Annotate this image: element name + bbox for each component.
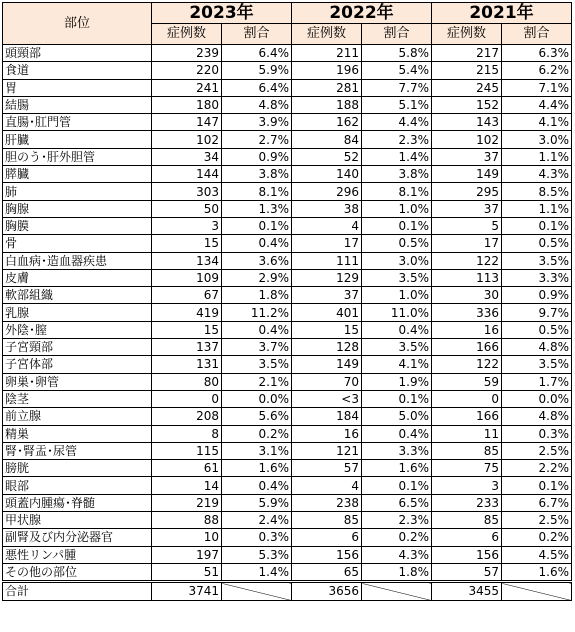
cases-2023: 3 — [152, 217, 222, 234]
ratio-2021: 0.5% — [502, 321, 572, 338]
cases-2021: 166 — [432, 339, 502, 356]
ratio-header-2021: 割合 — [502, 24, 572, 45]
cases-2023: 10 — [152, 529, 222, 546]
ratio-2022: 4.3% — [362, 546, 432, 563]
ratio-2023: 6.4% — [222, 79, 292, 96]
ratio-2023: 0.0% — [222, 390, 292, 407]
table-row — [3, 200, 572, 217]
ratio-2021: 2.5% — [502, 512, 572, 529]
cases-2021: 57 — [432, 563, 502, 581]
site-name: 悪性リンパ腫 — [3, 546, 152, 563]
ratio-2023: 3.8% — [222, 166, 292, 183]
ratio-2022: 0.4% — [362, 321, 432, 338]
ratio-2023: 3.5% — [222, 356, 292, 373]
table-row — [3, 460, 572, 477]
ratio-2021: 4.5% — [502, 546, 572, 563]
total-row — [3, 582, 572, 600]
cases-2023: 144 — [152, 166, 222, 183]
cases-2022: 52 — [292, 148, 362, 165]
ratio-2021: 6.3% — [502, 45, 572, 62]
cases-2022: 140 — [292, 166, 362, 183]
site-name: 結腸 — [3, 96, 152, 113]
ratio-2022: 1.6% — [362, 460, 432, 477]
table-row — [3, 408, 572, 425]
cases-2021: 152 — [432, 96, 502, 113]
ratio-2023: 1.4% — [222, 563, 292, 581]
ratio-2021: 0.9% — [502, 287, 572, 304]
cases-2021: 245 — [432, 79, 502, 96]
ratio-2022: 5.1% — [362, 96, 432, 113]
total-ratio-2022-empty — [362, 582, 432, 600]
ratio-2022: 3.8% — [362, 166, 432, 183]
cases-2022: 238 — [292, 494, 362, 511]
cases-2023: 15 — [152, 321, 222, 338]
cases-2022: <3 — [292, 390, 362, 407]
cases-2021: 11 — [432, 425, 502, 442]
site-name: 膀胱 — [3, 460, 152, 477]
site-name: 外陰･膣 — [3, 321, 152, 338]
ratio-2021: 1.7% — [502, 373, 572, 390]
ratio-2021: 3.5% — [502, 252, 572, 269]
table-row — [3, 304, 572, 321]
table-row — [3, 148, 572, 165]
cases-2021: 295 — [432, 183, 502, 200]
site-name: 子宮体部 — [3, 356, 152, 373]
cases-2023: 131 — [152, 356, 222, 373]
year-header-2021: 2021年 — [432, 3, 572, 24]
cases-2021: 37 — [432, 148, 502, 165]
site-name: 胸膜 — [3, 217, 152, 234]
ratio-2022: 2.3% — [362, 512, 432, 529]
table-row — [3, 477, 572, 494]
ratio-2023: 5.3% — [222, 546, 292, 563]
cases-2023: 241 — [152, 79, 222, 96]
table-row — [3, 339, 572, 356]
ratio-2021: 0.0% — [502, 390, 572, 407]
site-name: 陰茎 — [3, 390, 152, 407]
cases-header-2022: 症例数 — [292, 24, 362, 45]
cases-2022: 70 — [292, 373, 362, 390]
cases-2021: 156 — [432, 546, 502, 563]
ratio-2023: 3.1% — [222, 442, 292, 459]
total-ratio-2021-empty — [502, 582, 572, 600]
ratio-2023: 0.9% — [222, 148, 292, 165]
cases-2022: 16 — [292, 425, 362, 442]
cases-2022: 188 — [292, 96, 362, 113]
ratio-2022: 3.5% — [362, 269, 432, 286]
site-name: 胸腺 — [3, 200, 152, 217]
ratio-2022: 1.0% — [362, 287, 432, 304]
cases-2021: 215 — [432, 62, 502, 79]
ratio-2022: 4.1% — [362, 356, 432, 373]
cases-2022: 196 — [292, 62, 362, 79]
ratio-2022: 0.2% — [362, 529, 432, 546]
cases-2021: 149 — [432, 166, 502, 183]
table-row — [3, 321, 572, 338]
ratio-2022: 7.7% — [362, 79, 432, 96]
site-name: 皮膚 — [3, 269, 152, 286]
ratio-2023: 0.4% — [222, 321, 292, 338]
cases-2022: 4 — [292, 477, 362, 494]
cases-2023: 147 — [152, 114, 222, 131]
ratio-2023: 0.4% — [222, 235, 292, 252]
cases-2021: 5 — [432, 217, 502, 234]
ratio-2021: 1.1% — [502, 148, 572, 165]
cases-2023: 219 — [152, 494, 222, 511]
cases-2021: 0 — [432, 390, 502, 407]
site-name: 骨 — [3, 235, 152, 252]
ratio-2022: 3.0% — [362, 252, 432, 269]
table-row — [3, 512, 572, 529]
cases-2023: 14 — [152, 477, 222, 494]
table-row — [3, 114, 572, 131]
ratio-2023: 11.2% — [222, 304, 292, 321]
ratio-2023: 2.7% — [222, 131, 292, 148]
table-row — [3, 287, 572, 304]
cases-2021: 85 — [432, 442, 502, 459]
cases-2022: 401 — [292, 304, 362, 321]
ratio-2021: 1.6% — [502, 563, 572, 581]
cases-2023: 67 — [152, 287, 222, 304]
cases-header-2021: 症例数 — [432, 24, 502, 45]
ratio-2023: 8.1% — [222, 183, 292, 200]
table-row — [3, 373, 572, 390]
ratio-2023: 3.9% — [222, 114, 292, 131]
site-name: 子宮頸部 — [3, 339, 152, 356]
ratio-2021: 4.8% — [502, 408, 572, 425]
ratio-2023: 0.4% — [222, 477, 292, 494]
cases-2021: 16 — [432, 321, 502, 338]
site-name: 胃 — [3, 79, 152, 96]
table-row — [3, 494, 572, 511]
cases-2023: 8 — [152, 425, 222, 442]
cases-2021: 3 — [432, 477, 502, 494]
ratio-2022: 11.0% — [362, 304, 432, 321]
cases-2022: 6 — [292, 529, 362, 546]
ratio-2021: 7.1% — [502, 79, 572, 96]
cases-2021: 75 — [432, 460, 502, 477]
ratio-2022: 4.4% — [362, 114, 432, 131]
ratio-2021: 0.5% — [502, 235, 572, 252]
cases-2023: 50 — [152, 200, 222, 217]
year-header-2023: 2023年 — [152, 3, 292, 24]
ratio-2022: 1.4% — [362, 148, 432, 165]
ratio-2021: 0.2% — [502, 529, 572, 546]
site-name: 頭頸部 — [3, 45, 152, 62]
ratio-2021: 3.3% — [502, 269, 572, 286]
cases-2023: 419 — [152, 304, 222, 321]
cases-2021: 30 — [432, 287, 502, 304]
ratio-2023: 5.6% — [222, 408, 292, 425]
cases-header-2023: 症例数 — [152, 24, 222, 45]
cases-2023: 51 — [152, 563, 222, 581]
cases-2022: 211 — [292, 45, 362, 62]
ratio-2023: 2.1% — [222, 373, 292, 390]
total-label: 合計 — [3, 582, 152, 600]
total-ratio-2023-empty — [222, 582, 292, 600]
ratio-2022: 1.0% — [362, 200, 432, 217]
cases-2021: 166 — [432, 408, 502, 425]
ratio-2023: 3.6% — [222, 252, 292, 269]
cases-2022: 281 — [292, 79, 362, 96]
site-name: 胆のう･肝外胆管 — [3, 148, 152, 165]
ratio-2022: 1.8% — [362, 563, 432, 581]
site-name: 膵臓 — [3, 166, 152, 183]
table-row — [3, 563, 572, 581]
cases-2023: 239 — [152, 45, 222, 62]
cases-2023: 61 — [152, 460, 222, 477]
cases-2021: 113 — [432, 269, 502, 286]
cases-2023: 220 — [152, 62, 222, 79]
cases-2022: 296 — [292, 183, 362, 200]
table-row — [3, 45, 572, 62]
cases-2022: 57 — [292, 460, 362, 477]
table-row — [3, 356, 572, 373]
cases-2021: 122 — [432, 252, 502, 269]
ratio-2021: 9.7% — [502, 304, 572, 321]
year-header-2022: 2022年 — [292, 3, 432, 24]
table-row — [3, 183, 572, 200]
cases-2021: 336 — [432, 304, 502, 321]
site-name: 甲状腺 — [3, 512, 152, 529]
cases-2022: 85 — [292, 512, 362, 529]
cases-2021: 37 — [432, 200, 502, 217]
ratio-2023: 6.4% — [222, 45, 292, 62]
site-name: 腎･腎盂･尿管 — [3, 442, 152, 459]
ratio-2021: 2.2% — [502, 460, 572, 477]
ratio-2022: 0.5% — [362, 235, 432, 252]
ratio-2021: 3.0% — [502, 131, 572, 148]
cases-2022: 65 — [292, 563, 362, 581]
cases-2023: 134 — [152, 252, 222, 269]
site-name: 白血病･造血器疾患 — [3, 252, 152, 269]
cases-2022: 111 — [292, 252, 362, 269]
ratio-2023: 5.9% — [222, 62, 292, 79]
ratio-2021: 1.1% — [502, 200, 572, 217]
cases-2023: 0 — [152, 390, 222, 407]
ratio-2021: 4.4% — [502, 96, 572, 113]
cases-2023: 109 — [152, 269, 222, 286]
ratio-2023: 0.3% — [222, 529, 292, 546]
site-name: 乳腺 — [3, 304, 152, 321]
table-row — [3, 96, 572, 113]
cases-2022: 128 — [292, 339, 362, 356]
site-name: 肺 — [3, 183, 152, 200]
ratio-2021: 6.2% — [502, 62, 572, 79]
ratio-header-2022: 割合 — [362, 24, 432, 45]
table-row — [3, 79, 572, 96]
cases-2023: 88 — [152, 512, 222, 529]
site-name: 精巣 — [3, 425, 152, 442]
ratio-2021: 4.1% — [502, 114, 572, 131]
ratio-2021: 4.3% — [502, 166, 572, 183]
cases-2022: 156 — [292, 546, 362, 563]
site-column-header: 部位 — [3, 3, 152, 45]
cases-2021: 85 — [432, 512, 502, 529]
cases-2022: 162 — [292, 114, 362, 131]
cases-2022: 149 — [292, 356, 362, 373]
ratio-2022: 2.3% — [362, 131, 432, 148]
table-row — [3, 166, 572, 183]
cases-2023: 197 — [152, 546, 222, 563]
ratio-2023: 2.4% — [222, 512, 292, 529]
cases-2022: 121 — [292, 442, 362, 459]
ratio-2022: 6.5% — [362, 494, 432, 511]
ratio-2022: 1.9% — [362, 373, 432, 390]
site-name: 食道 — [3, 62, 152, 79]
cases-2021: 217 — [432, 45, 502, 62]
site-name: 直腸･肛門管 — [3, 114, 152, 131]
ratio-2021: 0.1% — [502, 477, 572, 494]
table-row — [3, 269, 572, 286]
ratio-2022: 5.8% — [362, 45, 432, 62]
ratio-2021: 8.5% — [502, 183, 572, 200]
ratio-2023: 1.3% — [222, 200, 292, 217]
table-row — [3, 390, 572, 407]
ratio-header-2023: 割合 — [222, 24, 292, 45]
total-cases-2022: 3656 — [292, 582, 362, 600]
table-row — [3, 252, 572, 269]
cases-2021: 17 — [432, 235, 502, 252]
cases-2023: 208 — [152, 408, 222, 425]
site-name: 卵巣･卵管 — [3, 373, 152, 390]
table-row — [3, 217, 572, 234]
table-row — [3, 62, 572, 79]
ratio-2021: 4.8% — [502, 339, 572, 356]
ratio-2022: 0.1% — [362, 477, 432, 494]
total-cases-2021: 3455 — [432, 582, 502, 600]
ratio-2021: 0.3% — [502, 425, 572, 442]
statistics-table — [2, 2, 572, 601]
cases-2022: 184 — [292, 408, 362, 425]
total-cases-2023: 3741 — [152, 582, 222, 600]
table-row — [3, 235, 572, 252]
site-name: 頭蓋内腫瘍･脊髄 — [3, 494, 152, 511]
cases-2021: 122 — [432, 356, 502, 373]
site-name: その他の部位 — [3, 563, 152, 581]
ratio-2023: 1.8% — [222, 287, 292, 304]
ratio-2023: 2.9% — [222, 269, 292, 286]
table-body — [3, 45, 572, 582]
cases-2021: 59 — [432, 373, 502, 390]
cases-2023: 180 — [152, 96, 222, 113]
table-row — [3, 131, 572, 148]
cases-2022: 84 — [292, 131, 362, 148]
ratio-2023: 1.6% — [222, 460, 292, 477]
ratio-2023: 5.9% — [222, 494, 292, 511]
cases-2023: 303 — [152, 183, 222, 200]
ratio-2021: 6.7% — [502, 494, 572, 511]
site-name: 眼部 — [3, 477, 152, 494]
cases-2021: 143 — [432, 114, 502, 131]
ratio-2022: 0.1% — [362, 390, 432, 407]
site-name: 肝臓 — [3, 131, 152, 148]
site-name: 軟部組織 — [3, 287, 152, 304]
cases-2022: 15 — [292, 321, 362, 338]
cases-2023: 15 — [152, 235, 222, 252]
ratio-2022: 3.5% — [362, 339, 432, 356]
ratio-2022: 8.1% — [362, 183, 432, 200]
cases-2021: 102 — [432, 131, 502, 148]
ratio-2021: 3.5% — [502, 356, 572, 373]
site-name: 前立腺 — [3, 408, 152, 425]
table-row — [3, 442, 572, 459]
ratio-2023: 0.1% — [222, 217, 292, 234]
table-row — [3, 529, 572, 546]
ratio-2023: 3.7% — [222, 339, 292, 356]
cases-2022: 37 — [292, 287, 362, 304]
table-row — [3, 425, 572, 442]
ratio-2022: 0.1% — [362, 217, 432, 234]
cases-2022: 38 — [292, 200, 362, 217]
cases-2023: 115 — [152, 442, 222, 459]
ratio-2023: 4.8% — [222, 96, 292, 113]
ratio-2021: 0.1% — [502, 217, 572, 234]
ratio-2023: 0.2% — [222, 425, 292, 442]
cases-2023: 80 — [152, 373, 222, 390]
site-name: 副腎及び内分泌器官 — [3, 529, 152, 546]
cases-2023: 102 — [152, 131, 222, 148]
ratio-2021: 2.5% — [502, 442, 572, 459]
cases-2022: 4 — [292, 217, 362, 234]
cases-2023: 34 — [152, 148, 222, 165]
ratio-2022: 3.3% — [362, 442, 432, 459]
cases-2023: 137 — [152, 339, 222, 356]
ratio-2022: 5.4% — [362, 62, 432, 79]
table-row — [3, 546, 572, 563]
cases-2021: 233 — [432, 494, 502, 511]
cases-2022: 129 — [292, 269, 362, 286]
ratio-2022: 0.4% — [362, 425, 432, 442]
cases-2022: 17 — [292, 235, 362, 252]
cases-2021: 6 — [432, 529, 502, 546]
ratio-2022: 5.0% — [362, 408, 432, 425]
